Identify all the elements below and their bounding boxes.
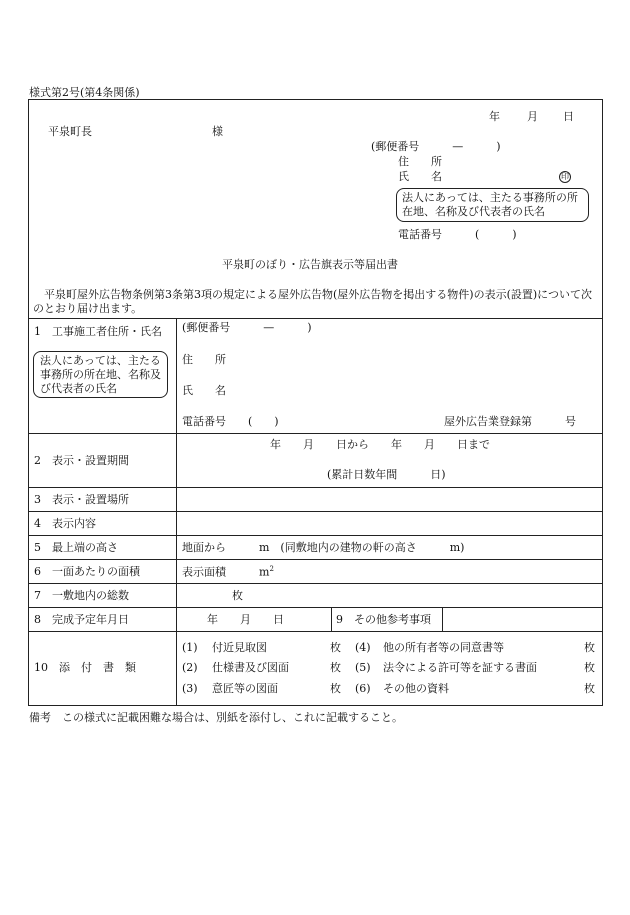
- row-label-remarks: 9 その他参考事項: [336, 613, 431, 626]
- attachment-num: (6): [355, 682, 371, 695]
- row-divider: [28, 559, 603, 560]
- attachment-name: 他の所有者等の同意書等: [383, 641, 504, 654]
- row-divider: [28, 535, 603, 536]
- footnote: 備考 この様式に記載困難な場合は、別紙を添付し、これに記載すること。: [29, 711, 403, 724]
- row-divider: [28, 511, 603, 512]
- attachment-num: (3): [182, 682, 198, 695]
- date-month: 月: [527, 110, 538, 123]
- attachment-name: 仕様書及び図面: [212, 661, 289, 674]
- contractor-corporate-note: 法人にあっては、主たる事務所の所在地、名称及び代表者の氏名: [40, 354, 161, 395]
- attachment-unit: 枚: [584, 641, 595, 654]
- row-label-period: 2 表示・設置期間: [34, 454, 129, 467]
- row-divider: [28, 487, 603, 488]
- attachment-name: その他の資料: [383, 682, 449, 695]
- attachment-name: 付近見取図: [212, 641, 267, 654]
- count-value: 枚: [232, 589, 243, 602]
- row-divider: [28, 583, 603, 584]
- row-divider: [28, 607, 603, 608]
- period-total-days: (累計日数年間 日): [327, 468, 446, 481]
- row-divider: [28, 433, 603, 434]
- area-unit-superscript: 2: [269, 565, 274, 573]
- date-day: 日: [563, 110, 574, 123]
- row-label-content: 4 表示内容: [34, 517, 96, 530]
- row-label-count: 7 一敷地内の総数: [34, 589, 129, 602]
- column-divider: [331, 607, 332, 631]
- contractor-postal: (郵便番号 — ): [182, 321, 312, 334]
- height-value: 地面から m (同敷地内の建物の軒の高さ m): [182, 541, 465, 554]
- row-label-location: 3 表示・設置場所: [34, 493, 129, 506]
- attachment-name: 法令による許可等を証する書面: [383, 661, 537, 674]
- contractor-name-label: 氏 名: [182, 384, 226, 397]
- applicant-name-label: 氏 名: [398, 170, 442, 183]
- row-divider: [28, 318, 603, 319]
- column-divider: [442, 607, 443, 631]
- contractor-registration: 屋外広告業登録第 号: [444, 415, 576, 428]
- contractor-phone: 電話番号 ( ): [182, 415, 279, 428]
- applicant-phone: 電話番号 ( ): [398, 228, 517, 241]
- row-label-contractor: 1 工事施工者住所・氏名: [34, 325, 162, 338]
- intro-text: 平泉町屋外広告物条例第3条第3項の規定による屋外広告物(屋外広告物を掲出する物件)の表示(設置)について次のとおり届け出ます。: [33, 288, 592, 315]
- applicant-address-label: 住 所: [398, 155, 442, 168]
- completion-value: 年 月 日: [207, 613, 284, 626]
- period-range: 年 月 日から 年 月 日まで: [270, 438, 490, 451]
- attachment-unit: 枚: [330, 641, 341, 654]
- row-label-area: 6 一面あたりの面積: [34, 565, 140, 578]
- attachment-unit: 枚: [584, 661, 595, 674]
- attachment-num: (5): [355, 661, 371, 674]
- attachment-unit: 枚: [584, 682, 595, 695]
- applicant-corporate-note: 法人にあっては、主たる事務所の所在地、名称及び代表者の氏名: [402, 191, 578, 218]
- addressee-mayor: 平泉町長: [48, 125, 92, 138]
- area-value: [182, 566, 274, 578]
- row-label-height: 5 最上端の高さ: [34, 541, 118, 554]
- row-label-completion: 8 完成予定年月日: [34, 613, 129, 626]
- addressee-honorific: 様: [212, 125, 223, 138]
- attachment-num: (1): [182, 641, 198, 654]
- row-divider: [28, 631, 603, 632]
- applicant-postal: (郵便番号 — ): [371, 140, 501, 153]
- area-value-text: 表示面積 m: [182, 565, 270, 579]
- seal-mark: 印: [561, 172, 569, 181]
- column-divider: [176, 318, 177, 706]
- row-label-attachments: 10 添 付 書 類: [34, 661, 136, 674]
- attachment-unit: 枚: [330, 661, 341, 674]
- contractor-address-label: 住 所: [182, 353, 226, 366]
- attachment-unit: 枚: [330, 682, 341, 695]
- date-year: 年: [489, 110, 500, 123]
- form-title: 平泉町のぼり・広告旗表示等届出書: [222, 258, 398, 271]
- attachment-num: (2): [182, 661, 198, 674]
- attachment-num: (4): [355, 641, 371, 654]
- attachment-name: 意匠等の図面: [212, 682, 278, 695]
- form-number: 様式第2号(第4条関係): [29, 86, 140, 99]
